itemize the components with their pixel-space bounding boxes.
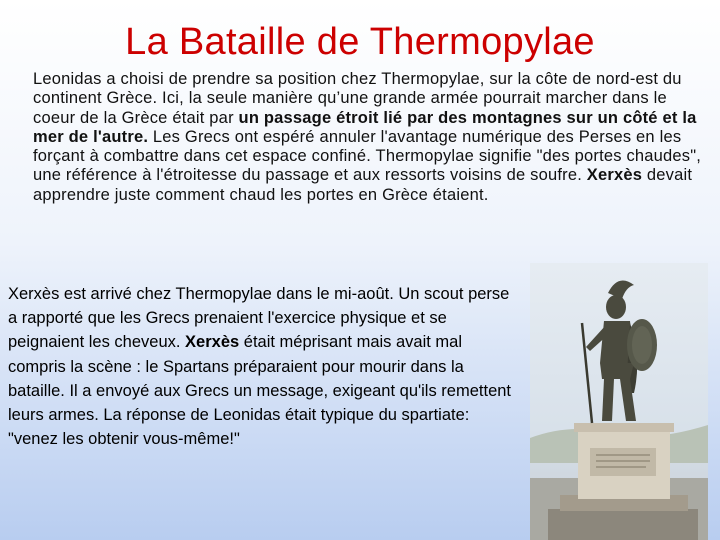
intro-bold-2: Xerxès — [586, 166, 643, 185]
slide-title: La Bataille de Thermopylae — [125, 21, 595, 63]
leonidas-statue-photo — [530, 263, 708, 540]
intro-paragraph — [33, 70, 703, 205]
xerxes-bold-1: Xerxès — [185, 333, 240, 352]
xerxes-text-2: était méprisant mais avait mal compris la scène : le Spartans préparaient pour mourir dans la bataille. Il a envoyé aux Grecs un message, exigeant qu'ils remettent leurs armes. La réponse de Leonidas était typique du spartiate: "venez les obtenir vous-même!" — [8, 333, 512, 449]
xerxes-paragraph — [8, 282, 516, 451]
statue-illustration — [530, 263, 708, 540]
xerxes-text-1: Xerxès est arrivé chez Thermopylae dans le mi-août. Un scout perse a rapporté que les Grecs prenaient l'exercice physique et se peignaient les cheveux. — [8, 285, 510, 352]
intro-bold-1: un passage étroit lié par des montagnes sur un côté et la mer de l'autre. — [33, 108, 697, 146]
intro-text-2: Les Grecs ont espéré annuler l'avantage numérique des Perses en les forçant à combattre dans cet espace confiné. Thermopylae signifie "des portes chaudes", une référence à l'étroitesse du passage et aux ressorts voisins de soufre. — [33, 127, 702, 185]
intro-text-1: Leonidas a choisi de prendre sa position chez Thermopylae, sur la côte de nord-est du continent Grèce. Ici, la seule manière qu’une grande armée pourrait marcher dans le coeur de la Grèce était par — [33, 70, 682, 127]
intro-text-3: devait apprendre juste comment chaud les portes en Grèce étaient. — [33, 166, 693, 204]
